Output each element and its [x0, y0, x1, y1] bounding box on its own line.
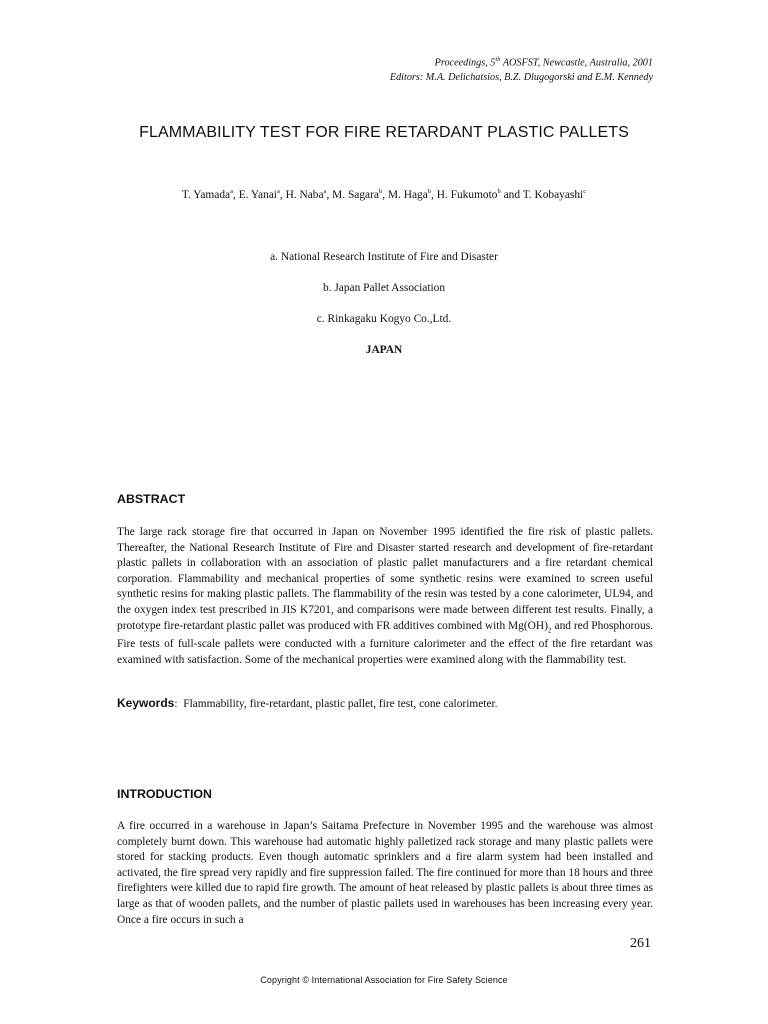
editors-line: Editors: M.A. Delichatsios, B.Z. Dlugogorski and E.M. Kennedy: [389, 72, 653, 84]
page-number: 261: [630, 936, 651, 951]
copyright-notice: Copyright © International Association for Fire Safety Science: [260, 975, 508, 985]
author: T. Yamada$^a$,: [181, 188, 239, 201]
author: H. Naba$^a$,: [285, 188, 333, 201]
introduction-body: A fire occurred in a warehouse in Japan’s Saitama Prefecture in November 1995 and the warehouse was almost completely burnt down. This warehouse had automatic highly palletized rack storage and many plastic pallets were stored for stacking products. Even though automatic sprinklers and a fire alarm system had been installed and activated, the fire spread very rapidly and fire suppression failed. The fire continued for more than 18 hours and three firefighters were killed due to rapid fire growth. The amount of heat released by plastic pallets is about three times as large as that of wooden pallets, and the number of plastic pallets used in warehouses has been increasing every year. Once a fire occurs in such a: [117, 820, 653, 926]
author: M. Sagara$^b$,: [332, 188, 388, 201]
affiliation-c: c. Rinkagaku Kogyo Co.,Ltd.: [316, 313, 452, 325]
author: H. Fukumoto$^b$ and: [436, 188, 523, 201]
affiliation-b: b. Japan Pallet Association: [322, 282, 446, 294]
proceedings-venue: AOSFST, Newcastle, Australia, 2001: [500, 57, 653, 69]
subscript: 2: [547, 624, 552, 634]
keywords-label: Keywords: [117, 696, 175, 710]
introduction-heading: INTRODUCTION: [117, 787, 212, 801]
author: M. Haga$^b$,: [387, 188, 437, 201]
ordinal-superscript: th: [495, 56, 501, 63]
author: E. Yanai$^a$,: [238, 188, 286, 201]
keywords-text: Flammability, fire-retardant, plastic pallet, fire test, cone calorimeter.: [183, 698, 498, 710]
proceedings-header: [390, 52, 653, 85]
author: T. Kobayashi$^c$: [522, 188, 587, 201]
paper-title: FLAMMABILITY TEST FOR FIRE RETARDANT PLASTIC PALLETS: [139, 124, 629, 141]
affiliation-country: JAPAN: [365, 344, 403, 356]
proceedings-text: Proceedings, 5: [434, 57, 496, 69]
abstract-heading: ABSTRACT: [117, 492, 186, 506]
keywords-line: Keywords: Flammability, fire-retardant, plastic pallet, fire test, cone calorimeter.: [117, 696, 498, 710]
proceedings-line: [390, 52, 653, 70]
affiliation-a: a. National Research Institute of Fire and Disaster: [270, 251, 498, 263]
abstract-body: The large rack storage fire that occurred in Japan on November 1995 identified the fire risk of plastic pallets. Thereafter, the National Research Institute of Fire and Disaster started research and development of fire-retardant plastic pallets in collaboration with an association of plastic pallet manufacturers and a fire retardant chemical corporation. Flammability and mechanical properties of some synthetic resins were examined to screen useful synthetic resins for making plastic pallets. The flammability of the resin was tested by a cone calorimeter, UL94, and the oxygen index test prescribed in JIS K7201, and comparisons were made between different test results. Finally, a prototype fire-retardant plastic pallet was produced with FR additives combined with $Mg(OH)_2$ and red Phosphorous. Fire tests of full-scale pallets were conducted with a furniture calorimeter and the effect of the fire retardant was examined with satisfaction. Some of the mechanical properties were examined along with the flammability test.: [117, 526, 653, 667]
author-list: [0, 188, 768, 201]
